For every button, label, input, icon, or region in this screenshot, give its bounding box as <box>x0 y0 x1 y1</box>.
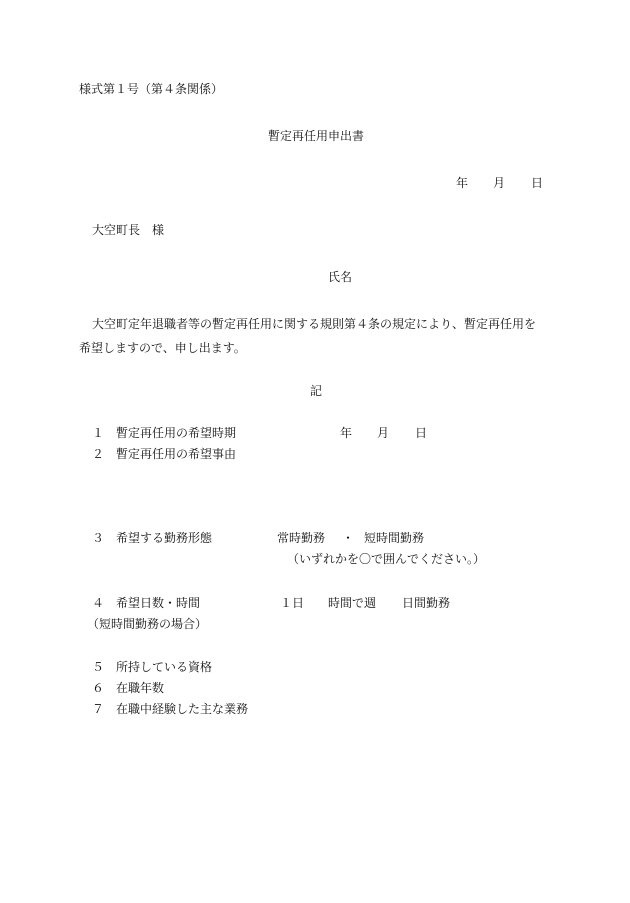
item-number-4: ４ <box>92 596 105 610</box>
document-title: 暫定再任用申出書 <box>267 129 365 143</box>
item-number-2: ２ <box>92 447 105 461</box>
option-part-time: 短時間勤務 <box>364 531 425 545</box>
item-label-6: 在職年数 <box>116 681 165 695</box>
item-label-4: 希望日数・時間 <box>116 596 201 610</box>
form-number: 様式第１号（第４条関係） <box>79 82 224 96</box>
item-label-1: 暫定再任用の希望時期 <box>116 426 237 440</box>
option-full-time: 常時勤務 <box>277 531 326 545</box>
applicant-name-label: 氏名 <box>328 270 353 284</box>
item-number-7: ７ <box>92 702 105 716</box>
ki-heading: 記 <box>309 384 323 398</box>
body-text-line1: 大空町定年退職者等の暫定再任用に関する規則第４条の規定により、暫定再任用を <box>92 317 537 331</box>
option-separator: ・ <box>342 531 355 545</box>
item1-year-label: 年 <box>340 426 353 440</box>
date-year-label: 年 <box>456 176 469 190</box>
hours-per-week-label: 時間で週 <box>328 596 377 610</box>
item1-month-label: 月 <box>377 426 390 440</box>
date-day-label: 日 <box>531 176 544 190</box>
item1-day-label: 日 <box>415 426 428 440</box>
item-number-5: ５ <box>92 660 105 674</box>
days-work-label: 日間勤務 <box>402 596 451 610</box>
per-day-label: １日 <box>280 596 305 610</box>
date-month-label: 月 <box>493 176 506 190</box>
body-text-line2: 希望しますので、申し出ます。 <box>79 341 246 355</box>
item-number-1: １ <box>92 426 105 440</box>
item-label-7: 在職中経験した主な業務 <box>116 702 249 716</box>
part-time-note: （短時間勤務の場合） <box>87 617 208 631</box>
item-label-2: 暫定再任用の希望事由 <box>116 447 237 461</box>
item-label-3: 希望する勤務形態 <box>116 531 213 545</box>
addressee: 大空町長 様 <box>92 223 165 237</box>
item-label-5: 所持している資格 <box>116 660 213 674</box>
item-number-6: ６ <box>92 681 105 695</box>
circle-instruction-note: （いずれかを〇で囲んでください。） <box>287 552 486 566</box>
item-number-3: ３ <box>92 531 105 545</box>
